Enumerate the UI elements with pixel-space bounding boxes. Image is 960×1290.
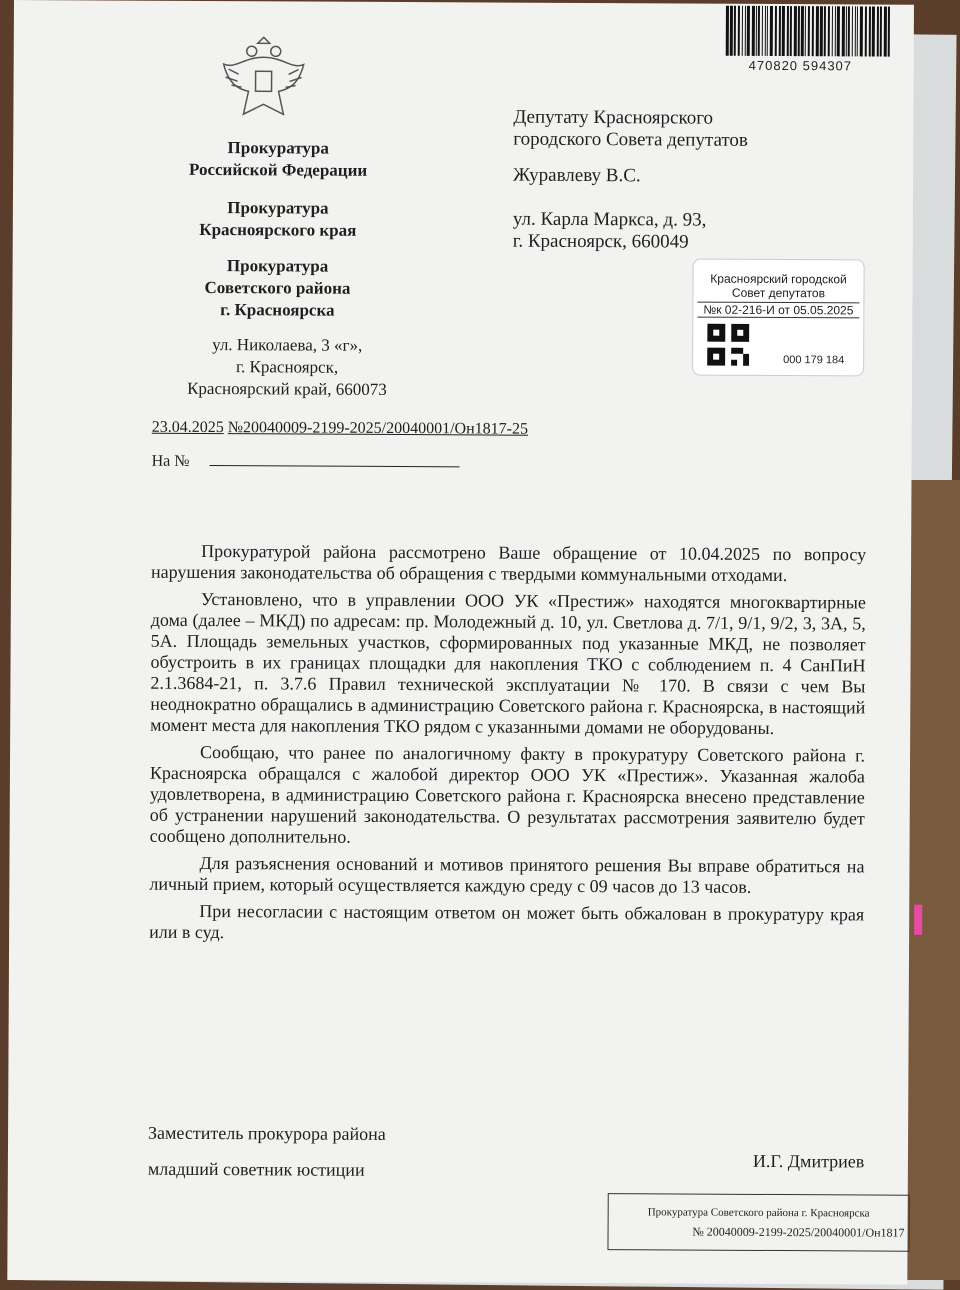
barcode-bar xyxy=(767,6,768,56)
barcode-bar xyxy=(816,6,819,56)
barcode-bar xyxy=(865,6,867,56)
barcode-bar xyxy=(832,6,833,56)
barcode-bar xyxy=(846,6,847,56)
barcode-bar xyxy=(842,6,845,56)
barcode-bar xyxy=(888,7,890,57)
signatory-name: И.Г. Дмитриев xyxy=(752,1150,865,1172)
body-paragraph: Установлено, что в управлении ООО УК «Престиж» находятся многоквартирные дома (далее – МКД) по адресам: пр. Молодежный д. 10, ул. Светлова д. 7/1, 9/1, 9/2, 3, 3А, 5, 5А. Площадь земельных участков, сформированных под указанные МКД, не позволяет обустроить в их границах площадки для накопления ТКО с соблюдением п. 4 СанПиН 2.1.3684-21, п. 3.7.6 Правил технической эксплуатации № 170. В связи с чем Вы неоднократно обращались в администрацию Советского района г. Красноярска, в настоящий момент места для накопления ТКО рядом с указанными домами не оборудованы. xyxy=(150,588,866,738)
barcode-bar xyxy=(824,6,826,56)
reg-code: 000 179 184 xyxy=(783,354,845,367)
barcode-bar xyxy=(765,6,766,56)
pink-tab-marker xyxy=(914,905,922,935)
signatory-rank: младший советник юстиции xyxy=(147,1158,365,1180)
barcode-bar xyxy=(775,6,777,56)
barcode-bar xyxy=(730,6,733,56)
signatory-position: Заместитель прокурора района xyxy=(148,1122,386,1144)
barcode-bar xyxy=(762,6,763,56)
barcode-bar xyxy=(848,6,850,56)
outgoing-date-number xyxy=(152,419,528,439)
barcode-bar xyxy=(808,6,810,56)
barcode-bar xyxy=(852,6,853,56)
reg-org-1: Красноярский городской xyxy=(710,271,847,287)
barcode-bar xyxy=(835,6,836,56)
barcode-bar xyxy=(790,6,792,56)
letter-page xyxy=(7,0,914,1285)
barcode-bar xyxy=(782,6,785,56)
barcode-bar xyxy=(820,6,823,56)
body-paragraph: Прокуратурой района рассмотрено Ваше обращение от 10.04.2025 по вопросу нарушения законодательства об обращения с твердыми коммунальными отходами. xyxy=(150,540,867,586)
barcode-bar xyxy=(794,6,797,56)
barcode-bar xyxy=(756,6,757,56)
footer-stamp xyxy=(607,1193,909,1252)
barcode-bar xyxy=(752,6,755,56)
barcode-bar xyxy=(770,6,773,56)
body-paragraph: Сообщаю, что ранее по аналогичному факту в прокуратуру Советского района г. Красноярска обращался с жалобой директор ООО УК «Престиж». Указанная жалоба удовлетворена, в администрацию Советского района г. Красноярска внесено представление об устранении нарушений законодательства. О результатах рассмотрения заявителю будет сообщено дополнительно. xyxy=(149,741,866,847)
stamp-line-1: Прокуратура Советского района г. Красноярска xyxy=(647,1206,870,1220)
barcode-bar xyxy=(787,6,789,56)
barcode-bar xyxy=(745,6,746,56)
barcode-bar xyxy=(828,6,830,56)
authority-regional: Прокуратура Красноярского края xyxy=(199,198,357,240)
barcode-bar xyxy=(855,6,856,56)
barcode-bar xyxy=(877,7,879,57)
barcode-bar xyxy=(805,6,806,56)
barcode-bar xyxy=(758,6,760,56)
authority-district: Прокуратура Советского района г. Красноярска xyxy=(204,256,351,320)
barcode-bar xyxy=(726,6,729,56)
barcode-bar xyxy=(779,6,781,56)
barcode-bar xyxy=(869,6,871,56)
reg-org-2: Совет депутатов xyxy=(731,285,826,301)
body-paragraph: При несогласии с настоящим ответом он может быть обжалован в прокуратуру края или в суд. xyxy=(149,900,865,943)
barcode-bar xyxy=(734,6,736,56)
recipient-address: ул. Карла Маркса, д. 93, г. Красноярск, 660049 xyxy=(512,208,707,253)
recipient-title: Депутату Красноярского городского Совета депутатов xyxy=(513,106,749,151)
reg-number: №к 02-216-И от 05.05.2025 xyxy=(697,302,859,319)
outgoing-number: №20040009-2199-2025/20040001/Он1817-25 xyxy=(227,419,529,438)
barcode-bar xyxy=(738,6,740,56)
reply-to-blank xyxy=(209,465,459,467)
body-paragraph: Для разъяснения оснований и мотивов принятого решения Вы вправе обратиться на личный прием, который осуществляется каждую среду с 09 часов до 13 часов. xyxy=(149,852,865,897)
barcode-bar xyxy=(812,6,814,56)
barcode-bar xyxy=(884,7,887,57)
sender-address: ул. Николаева, 3 «г», г. Красноярск, Красноярский край, 660073 xyxy=(187,335,387,399)
reply-to-line: На № xyxy=(152,453,460,473)
barcode-bar xyxy=(837,6,840,56)
recipient-name: Журавлеву В.С. xyxy=(513,164,641,187)
letter-body xyxy=(149,541,866,953)
stamp-line-2: № 20040009-2199-2025/20040001/Он1817 xyxy=(692,1224,905,1240)
coat-of-arms-emblem xyxy=(213,29,314,130)
barcode-bar xyxy=(801,6,804,56)
barcode-bar xyxy=(857,6,858,56)
authority-federal: Прокуратура Российской Федерации xyxy=(188,138,368,180)
barcode-bar xyxy=(860,6,863,56)
barcode-bar xyxy=(880,7,882,57)
qr-code-icon xyxy=(707,324,749,366)
outgoing-date: 23.04.2025 xyxy=(151,418,224,437)
barcode-number: 470820 594307 xyxy=(748,57,853,74)
barcode-bar xyxy=(742,6,743,56)
barcode-bar xyxy=(798,6,800,56)
barcode-bar xyxy=(747,6,750,56)
barcode-bar xyxy=(872,6,875,56)
registration-sticker xyxy=(692,259,865,377)
